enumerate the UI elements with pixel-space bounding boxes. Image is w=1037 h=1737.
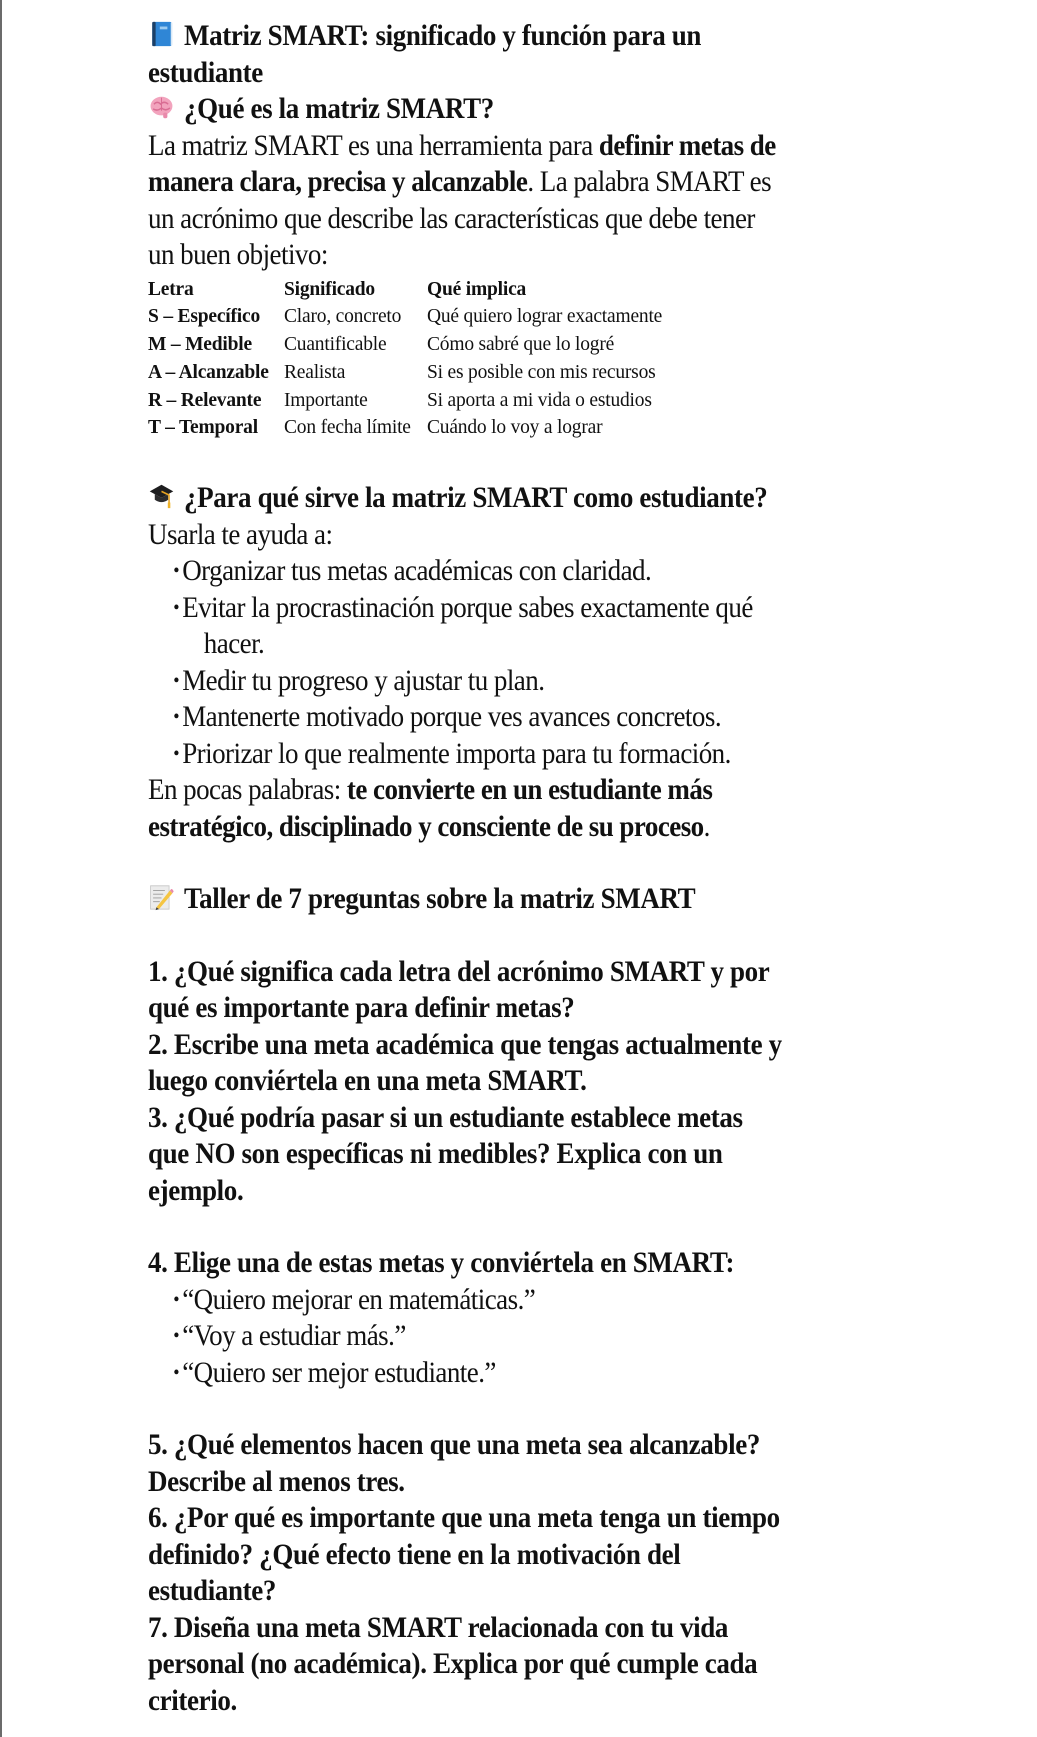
blank-line (148, 1391, 938, 1427)
list-item: • Evitar la procrastinación porque sabes exactamente qué (148, 590, 859, 627)
section-heading-workshop: Taller de 7 preguntas sobre la matriz SMART (148, 881, 859, 918)
table-row (148, 303, 662, 331)
bullet-icon: • (173, 669, 179, 692)
table-cell-letter: M – Medible (148, 334, 252, 356)
table-cell-letter: S – Específico (148, 306, 261, 328)
table-header-letra: Letra (148, 278, 194, 300)
table-row (148, 331, 662, 359)
list-item: • Medir tu progreso y ajustar tu plan. (148, 663, 859, 700)
section-heading-what: ¿Qué es la matriz SMART? (148, 91, 859, 128)
bullet-icon: • (173, 596, 179, 619)
list-item: • Mantenerte motivado porque ves avances concretos. (148, 699, 859, 736)
table-cell-implication: Si es posible con mis recursos (427, 361, 656, 383)
table-cell-meaning: Con fecha límite (284, 417, 411, 439)
purpose-intro: Usarla te ayuda a: (148, 517, 333, 551)
question-6: 6. ¿Por qué es importante que una meta tenga un tiempo definido? ¿Qué efecto tiene en la motivación del estudiante? (148, 1501, 780, 1608)
table-cell-implication: Si aporta a mi vida o estudios (427, 389, 652, 411)
question-5: 5. ¿Qué elementos hacen que una meta sea alcanzable? Describe al menos tres. (148, 1428, 760, 1498)
bullet-icon: • (173, 1288, 179, 1311)
blank-line (148, 444, 938, 480)
list-item-continuation: hacer. (203, 627, 265, 661)
table-cell-meaning: Realista (284, 361, 346, 383)
bullet-icon: • (173, 742, 179, 765)
table-cell-implication: Qué quiero lograr exactamente (427, 306, 663, 328)
section-heading-purpose: ¿Para qué sirve la matriz SMART como estudiante? (148, 480, 859, 517)
blue-book-icon (148, 20, 175, 48)
table-cell-letter: A – Alcanzable (148, 361, 269, 383)
list-item: • Priorizar lo que realmente importa para tu formación. (148, 736, 859, 773)
table-row (148, 414, 662, 442)
table-row (148, 359, 662, 387)
document-title: Matriz SMART: significado y función para un (148, 18, 859, 55)
question-7: 7. Diseña una meta SMART relacionada con tu vida personal (no académica). Explica por qué cumple cada criterio. (148, 1610, 758, 1717)
summary-line: En pocas palabras: te convierte en un estudiante más (148, 773, 713, 807)
bullet-icon: • (173, 560, 179, 583)
graduation-cap-icon (148, 482, 175, 510)
smart-table (148, 276, 662, 443)
bullet-icon: • (173, 1361, 179, 1384)
page-left-border (0, 0, 2, 1737)
memo-icon (148, 883, 175, 911)
list-item: • Organizar tus metas académicas con claridad. (148, 553, 859, 590)
summary-line: estratégico, disciplinado y consciente de su proceso. (148, 809, 710, 843)
table-cell-implication: Cómo sabré que lo logré (427, 334, 615, 356)
table-cell-letter: T – Temporal (148, 417, 258, 439)
question-4: 4. Elige una de estas metas y conviértela en SMART: • “Quiero mejorar en matemáticas.” • “Voy a estudiar más.” • “Quiero ser mejor estudiante.” (148, 1245, 938, 1391)
intro-paragraph-line: La matriz SMART es una herramienta para definir metas de (148, 128, 776, 162)
question-3: 3. ¿Qué podría pasar si un estudiante establece metas que NO son específicas ni medibles? Explica con un ejemplo. (148, 1100, 743, 1207)
intro-paragraph-line: manera clara, precisa y alcanzable. La palabra SMART es (148, 165, 772, 198)
blank-line (148, 1209, 938, 1245)
table-cell-meaning: Cuantificable (284, 334, 387, 356)
bullet-icon: • (173, 706, 179, 729)
table-cell-letter: R – Relevante (148, 389, 262, 411)
list-item: • “Quiero mejorar en matemáticas.” (148, 1282, 859, 1319)
table-header-row (148, 276, 662, 304)
table-cell-implication: Cuándo lo voy a lograr (427, 417, 603, 439)
table-header-significado: Significado (284, 278, 375, 300)
list-item: • “Quiero ser mejor estudiante.” (148, 1355, 859, 1392)
question-1: 1. ¿Qué significa cada letra del acrónimo SMART y por qué es importante para definir metas? (148, 954, 770, 1025)
question-2: 2. Escribe una meta académica que tengas actualmente y luego conviértela en una meta SMART. (148, 1027, 782, 1098)
intro-paragraph-line: un buen objetivo: (148, 238, 328, 271)
blank-line (148, 918, 938, 954)
table-header-que-implica: Qué implica (427, 278, 527, 300)
document-title-continued: estudiante (148, 55, 263, 89)
table-row (148, 387, 662, 415)
brain-icon (148, 93, 175, 121)
blank-line (148, 845, 938, 881)
table-cell-meaning: Claro, concreto (284, 306, 402, 328)
bullet-icon: • (173, 1325, 179, 1348)
table-cell-meaning: Importante (284, 389, 368, 411)
intro-paragraph-line: un acrónimo que describe las características que debe tener (148, 201, 755, 235)
list-item: • “Voy a estudiar más.” (148, 1318, 859, 1355)
document-body (148, 18, 938, 1719)
